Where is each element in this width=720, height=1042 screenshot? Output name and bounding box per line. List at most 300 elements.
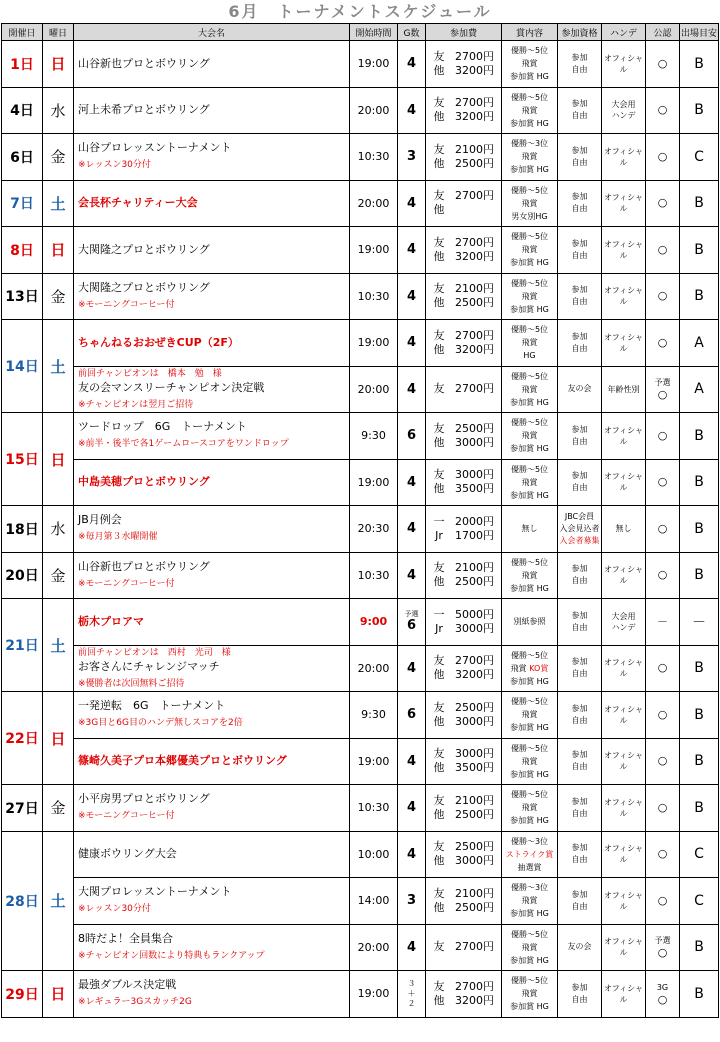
eligibility-line: 参加 [571,843,588,853]
sanctioned-mark: ○ [657,707,668,721]
event-note: ※チャンピオンは翌月ご招待 [78,399,194,410]
prize-line: 参加賞 HG [510,118,549,128]
fee-amount: 3000円 [455,854,494,868]
start-time: 20:00 [350,180,398,227]
prize-line: 優勝～5位 [510,650,549,660]
prize-line [502,662,557,675]
event-name: 小平房男プロとボウリング [78,792,210,806]
sanctioned-mark: ○ [657,149,668,163]
eligibility-line: 参加 [571,99,588,109]
game-count: 4 [406,660,417,676]
game-count-cell [398,413,426,460]
eligibility-line: 入会見込者 [559,523,600,533]
game-count-cell [398,366,426,413]
eligibility-cell [558,320,602,367]
skill-level: B [680,645,719,692]
handicap-cell [602,180,646,227]
fee-category: 友 [433,49,445,63]
fee-row [428,329,501,343]
fee-category: 他 [433,63,445,77]
fee-amount: 2700円 [455,235,494,249]
event-name: 健康ボウリング大会 [78,847,177,861]
game-count-cell [398,459,426,506]
previous-champion-note: 前回チャンピオンは 西村 光司 様 [78,647,231,658]
entry-fee-cell [426,273,502,320]
prize-cell [502,413,558,460]
sanctioned-cell [646,366,680,413]
sanctioned-mark: ○ [657,800,668,814]
eligibility-line: 自由 [571,204,588,214]
prize-line: 参加賞 HG [510,909,549,919]
eligibility-cell [558,738,602,785]
fee-category: 他 [433,296,445,310]
fee-row [428,189,501,203]
eligibility-line: 自由 [571,855,588,865]
game-count: 4 [406,102,417,118]
fee-amount: 3200円 [455,249,494,263]
fee-category: 友 [433,840,445,854]
prize-cell [502,831,558,878]
handicap-line: 無し [615,524,632,534]
game-count: 3 [406,149,417,165]
eligibility-cell [558,459,602,506]
prize-line: 男女別HG [511,211,548,221]
handicap-cell [602,413,646,460]
fee-amount: 2700円 [455,96,494,110]
prize-cell [502,134,558,181]
eligibility-line: 参加 [571,52,588,62]
fee-row [428,203,501,217]
prize-line: 優勝～5位 [510,697,549,707]
eligibility-line: 自由 [571,250,588,260]
eligibility-cell [558,924,602,971]
eligibility-cell [558,87,602,134]
sanctioned-cell [646,692,680,739]
skill-level: B [680,227,719,274]
event-weekday: 水 [43,87,74,134]
entry-fee-cell [426,41,502,88]
event-row [2,506,719,553]
sanctioned-mark: ○ [657,335,668,349]
handicap-cell [602,599,646,646]
fee-amount: 5000円 [455,607,494,621]
eligibility-line: 参加 [571,750,588,760]
fee-row [428,654,501,668]
event-date: 18日 [2,506,43,553]
fee-amount: 3500円 [455,482,494,496]
prize-line: 参加賞 HG [510,583,549,593]
fee-row [428,50,501,64]
skill-level: － [680,599,719,646]
entry-fee-cell [426,180,502,227]
handicap-cell [602,552,646,599]
start-time: 10:30 [350,134,398,181]
game-count-cell [398,599,426,646]
sanctioned-mark: ○ [657,992,668,1006]
eligibility-line: 参加 [571,889,588,899]
eligibility-line: 自由 [571,808,588,818]
fee-category: 友 [433,793,445,807]
handicap-cell [602,320,646,367]
fee-row [428,110,501,124]
fee-amount: 2500円 [455,700,494,714]
game-count: 6 [406,707,417,723]
fee-amount: 2500円 [455,840,494,854]
sanctioned-cell [646,320,680,367]
prize-line: 飛賞 [521,59,538,69]
prize-line: 優勝～5位 [510,557,549,567]
fee-amount: 2500円 [455,421,494,435]
prize-line: 飛賞 [521,477,538,487]
prize-cell [502,738,558,785]
event-date: 21日 [2,599,43,692]
event-name: 大関プロレッスントーナメント [78,885,232,899]
fee-category: 他 [433,900,445,914]
event-name: 会長杯チャリティー大会 [78,196,198,210]
event-name: 大関隆之プロとボウリング [78,280,210,294]
prize-line: 優勝～5位 [510,929,549,939]
fee-amount: 2500円 [455,156,494,170]
prize-cell [502,785,558,832]
event-name-cell [74,41,350,88]
event-weekday: 日 [43,41,74,88]
prize-line: 優勝～5位 [510,790,549,800]
sanctioned-mark: ○ [657,56,668,70]
fee-category: 他 [433,482,445,496]
event-row [2,41,719,88]
event-row [2,924,719,971]
entry-fee-cell [426,692,502,739]
eligibility-line: 参加 [571,238,588,248]
event-row [2,552,719,599]
game-count-cell [398,134,426,181]
prize-cell [502,41,558,88]
game-count-cell [398,506,426,553]
handicap-line: ハンデ [611,622,636,632]
start-time: 10:30 [350,785,398,832]
event-name-cell [74,738,350,785]
fee-row [428,808,501,822]
start-time: 19:00 [350,320,398,367]
sanctioned-cell [646,273,680,320]
sanctioned-cell [646,831,680,878]
prize-cell [502,971,558,1018]
fee-amount: 3200円 [455,110,494,124]
handicap-cell [602,273,646,320]
event-name-cell [74,692,350,739]
game-count: 4 [406,753,417,769]
fee-category: 他 [433,854,445,868]
skill-level: A [680,366,719,413]
skill-level: A [680,320,719,367]
skill-level: B [680,459,719,506]
start-time: 19:00 [350,459,398,506]
fee-row [428,343,501,357]
event-name-cell [74,552,350,599]
event-weekday: 日 [43,971,74,1018]
event-name-cell [74,273,350,320]
fee-amount: 3200円 [455,668,494,682]
event-name-cell [74,785,350,832]
fee-amount: 2500円 [455,575,494,589]
handicap-line: オフィシャル [604,425,643,446]
fee-row [428,561,501,575]
fee-row [428,668,501,682]
fee-row [428,622,501,636]
skill-level: B [680,506,719,553]
event-row [2,459,719,506]
event-note: ※レッスン30分付 [78,904,151,915]
event-name: 河上未希プロとボウリング [78,103,210,117]
event-name-cell [74,87,350,134]
sanctioned-cell [646,645,680,692]
event-name-cell [74,134,350,181]
fee-row [428,887,501,901]
fee-amount: 2700円 [455,382,494,396]
game-count: 6 [406,428,417,444]
prize-line: 優勝～5位 [510,371,549,381]
prize-line: 飛賞 [521,245,538,255]
game-count-cell [398,878,426,925]
column-header: 開始時間 [350,24,398,41]
eligibility-line: 参加 [571,657,588,667]
qualifier-label: 予選 [404,610,419,619]
eligibility-line: 参加 [571,564,588,574]
sanctioned-mark: ○ [657,946,668,960]
skill-level: C [680,831,719,878]
fee-row [428,761,501,775]
fee-row [428,468,501,482]
fee-row [428,608,501,622]
fee-row [428,715,501,729]
game-count-cell [398,645,426,692]
ko-prize: KO賞 [529,663,549,673]
sanctioned-mark: ○ [657,521,668,535]
fee-category: 友 [433,561,445,575]
event-name-cell [74,180,350,227]
game-count: 4 [406,567,417,583]
eligibility-cell [558,366,602,413]
skill-level: B [680,692,719,739]
event-row [2,273,719,320]
eligibility-cell [558,878,602,925]
event-weekday: 水 [43,506,74,553]
eligibility-line: 参加 [571,285,588,295]
prize-line: 優勝～5位 [510,232,549,242]
eligibility-line: 自由 [571,297,588,307]
sanctioned-mark: ○ [657,661,668,675]
fee-amount: 3000円 [455,621,494,635]
sanctioned-note: 予選 [654,378,671,388]
sanctioned-mark: ○ [657,103,668,117]
fee-category: 他 [433,156,445,170]
prize-line: 参加賞 HG [510,490,549,500]
event-row [2,971,719,1018]
start-time: 19:00 [350,971,398,1018]
event-name-cell [74,320,350,367]
event-note: ※3G目と6G目のハンデ無しスコアを2倍 [78,718,243,729]
event-note: ※モーニングコーヒー付 [78,811,175,822]
fee-category: 友 [433,142,445,156]
prize-line: 飛賞 [521,710,538,720]
prize-cell [502,878,558,925]
event-weekday: 土 [43,831,74,971]
eligibility-line: 友の会 [567,942,592,952]
start-time: 19:00 [350,227,398,274]
start-time: 20:00 [350,645,398,692]
fee-category: 友 [433,96,445,110]
prize-line: 参加賞 HG [510,72,549,82]
fee-amount: 2500円 [455,900,494,914]
game-count: 4 [406,195,417,211]
fee-category: 友 [433,282,445,296]
event-name-cell [74,227,350,274]
event-row [2,738,719,785]
prize-line: 優勝～5位 [510,325,549,335]
fee-row [428,422,501,436]
eligibility-line: 自由 [571,669,588,679]
event-name-cell [74,366,350,413]
fee-amount: 3000円 [455,747,494,761]
event-note: ※レギュラー3Gスカッチ2G [78,997,192,1008]
prize-cell [502,273,558,320]
fee-category: Jr [435,621,443,635]
game-count-cell [398,552,426,599]
eligibility-cell [558,785,602,832]
fee-row [428,482,501,496]
event-row [2,692,719,739]
fee-category: 友 [433,940,445,954]
handicap-line: オフィシャル [604,983,643,1004]
event-weekday: 日 [43,692,74,785]
fee-category: 他 [433,761,445,775]
prize-line: 優勝～5位 [510,185,549,195]
fee-category: 一 [433,514,445,528]
eligibility-line: 参加 [571,331,588,341]
handicap-line: オフィシャル [604,53,643,74]
fee-category: 友 [433,886,445,900]
event-note: ※レッスン30分付 [78,160,151,171]
handicap-line: オフィシャル [604,472,643,493]
prize-line: 飛賞 [521,291,538,301]
eligibility-cell [558,227,602,274]
sanctioned-cell [646,738,680,785]
prize-cell [502,87,558,134]
fee-row [428,994,501,1008]
event-weekday: 土 [43,180,74,227]
prize-line: 飛賞 [521,105,538,115]
fee-row [428,96,501,110]
event-name: 最強ダブルス決定戦 [78,978,177,992]
event-weekday: 金 [43,273,74,320]
eligibility-line: 入会者募集 [559,535,600,545]
fee-row [428,157,501,171]
skill-level: B [680,552,719,599]
event-name: 栃木プロアマ [78,614,144,628]
prize-line: 飛賞 [521,431,538,441]
game-count: 4 [406,939,417,955]
eligibility-line: 自由 [571,436,588,446]
prize-line: 参加賞 HG [510,165,549,175]
prize-line: 優勝～5位 [510,278,549,288]
prize-line: 参加賞 HG [510,723,549,733]
sanctioned-cell [646,180,680,227]
eligibility-cell [558,41,602,88]
prize-line: 飛賞 [521,803,538,813]
handicap-cell [602,785,646,832]
fee-row [428,747,501,761]
eligibility-cell [558,273,602,320]
fee-amount: 2500円 [455,296,494,310]
fee-amount: 3200円 [455,63,494,77]
start-time: 9:30 [350,692,398,739]
eligibility-cell [558,599,602,646]
entry-fee-cell [426,413,502,460]
event-date: 29日 [2,971,43,1018]
start-time: 10:30 [350,273,398,320]
handicap-line: オフィシャル [604,890,643,911]
sanctioned-cell [646,506,680,553]
sanctioned-cell [646,785,680,832]
entry-fee-cell [426,459,502,506]
eligibility-cell [558,413,602,460]
eligibility-line: 参加 [571,145,588,155]
eligibility-line: 自由 [571,111,588,121]
game-count: 4 [406,288,417,304]
event-row [2,227,719,274]
prize-line: 無し [521,524,538,534]
event-name: 山谷プロレッスントーナメント [78,141,232,155]
game-count-cell [398,738,426,785]
eligibility-line: 自由 [571,994,588,1004]
eligibility-line: JBC会員 [564,511,595,521]
event-name: 8時だよ！全員集合 [78,931,173,945]
prize-line: 飛賞 [521,384,538,394]
game-count: 4 [406,474,417,490]
sanctioned-mark: ○ [657,242,668,256]
fee-amount: 1700円 [455,528,494,542]
skill-level: B [680,41,719,88]
fee-row [428,143,501,157]
column-header: 賞内容 [502,24,558,41]
event-name-cell [74,413,350,460]
event-name-cell [74,971,350,1018]
entry-fee-cell [426,924,502,971]
fee-category: 他 [433,342,445,356]
prize-line: 優勝～5位 [510,418,549,428]
sanctioned-cell [646,878,680,925]
eligibility-cell [558,645,602,692]
start-time: 10:00 [350,831,398,878]
prize-line: 参加賞 HG [510,955,549,965]
game-count: 4 [406,242,417,258]
entry-fee-cell [426,320,502,367]
fee-category: 友 [433,468,445,482]
prize-cell [502,366,558,413]
prize-cell [502,180,558,227]
eligibility-line: 自由 [571,901,588,911]
start-time: 20:30 [350,506,398,553]
prize-line: 参加賞 HG [510,816,549,826]
page-title: 6月 トーナメントスケジュール [228,2,492,21]
event-weekday: 日 [43,227,74,274]
fee-row [428,794,501,808]
eligibility-line: 参加 [571,610,588,620]
fee-row [428,236,501,250]
game-count-cell [398,924,426,971]
handicap-cell [602,831,646,878]
start-time: 10:30 [350,552,398,599]
